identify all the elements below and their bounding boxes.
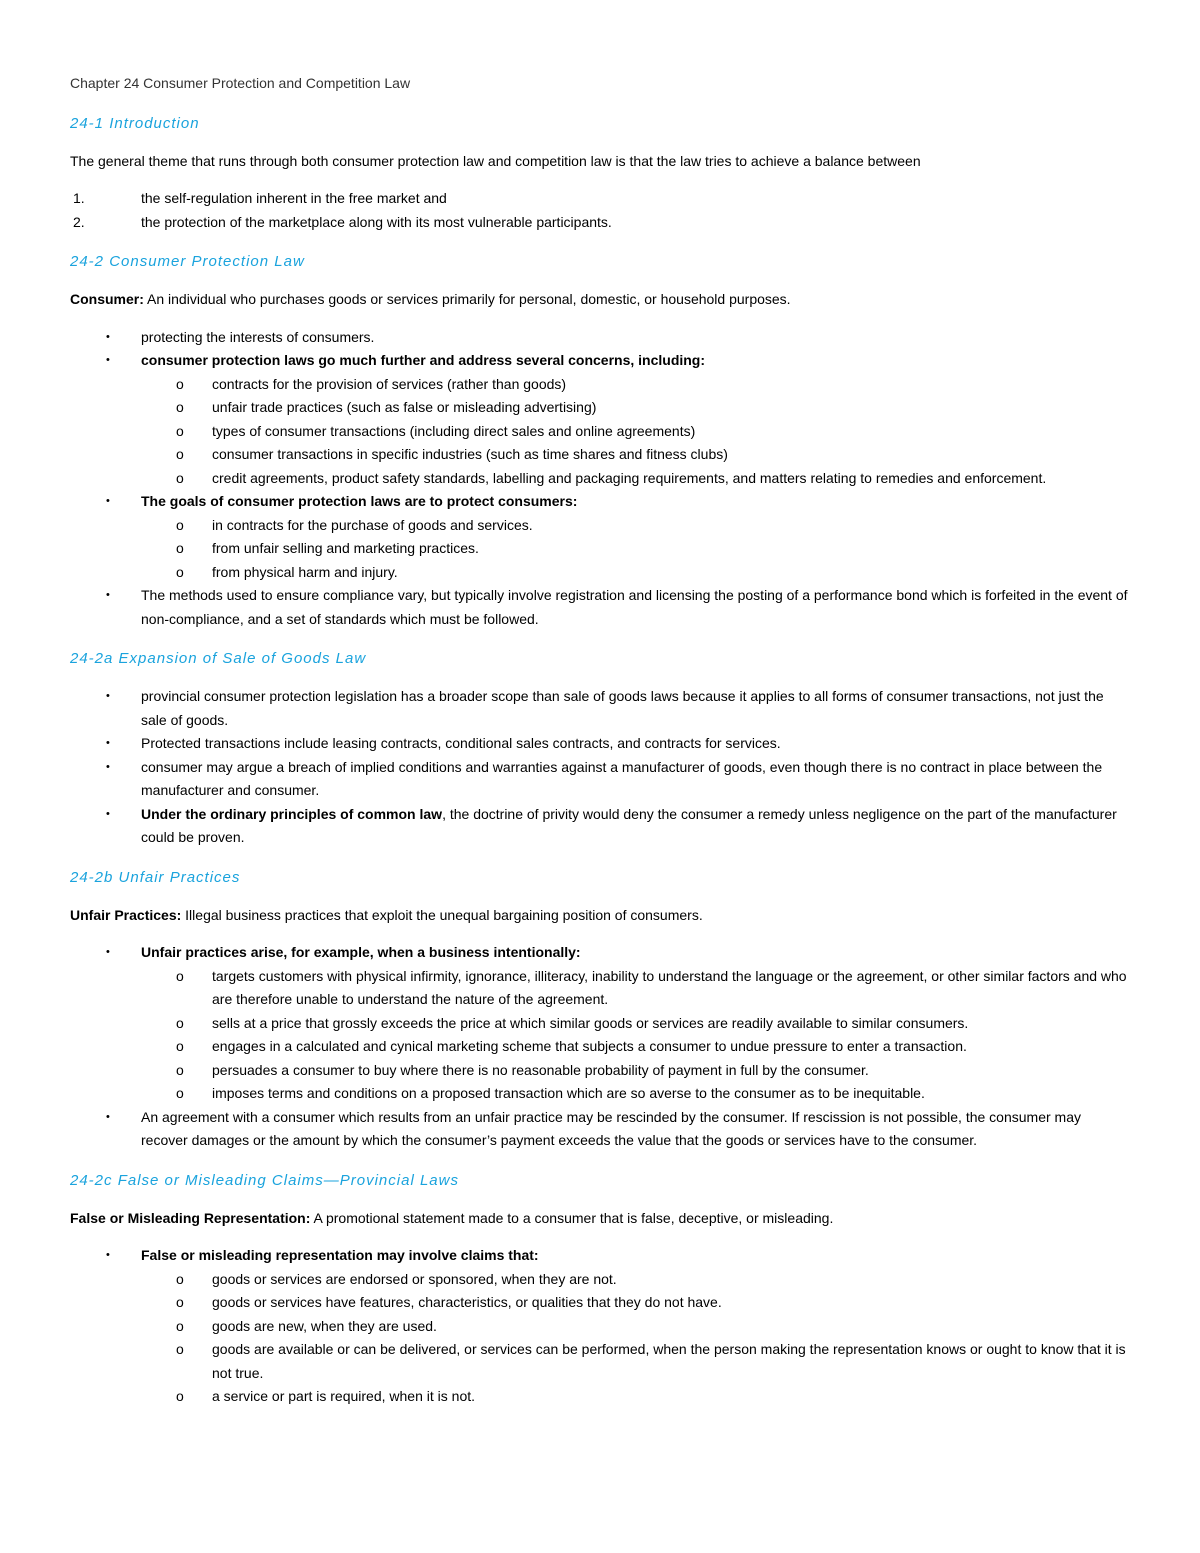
list-item [141, 965, 1130, 1012]
heading-introduction: 24-1 Introduction [70, 114, 200, 132]
false-claims-sublist [141, 1268, 1130, 1409]
concerns-sublist [141, 373, 1130, 491]
list-item [141, 373, 1130, 397]
sub-marker: o [176, 516, 184, 533]
list-item-text: the self-regulation inherent in the free market and [141, 190, 447, 206]
list-item [70, 584, 1130, 631]
definition-consumer [70, 288, 1130, 312]
sub-marker: o [176, 1014, 184, 1031]
bullet-marker: • [106, 354, 110, 366]
unfair-practices-bullets [70, 941, 1130, 1153]
list-item-text: Unfair practices arise, for example, when a business intentionally: [141, 944, 581, 960]
list-item [141, 1338, 1130, 1385]
list-item [141, 1012, 1130, 1036]
sub-marker: o [176, 1038, 184, 1054]
list-item [141, 514, 1130, 538]
list-item-text: goods or services have features, characteristics, or qualities that they do not have. [212, 1294, 722, 1310]
definition-term: Consumer: [70, 291, 144, 307]
list-item [70, 211, 1130, 235]
list-item-text: sells at a price that grossly exceeds the price at which similar goods or services are readily available to similar consumers. [212, 1014, 969, 1031]
list-item-text: from physical harm and injury. [212, 563, 398, 580]
sub-marker: o [176, 563, 184, 580]
sub-marker: o [176, 1085, 184, 1101]
bullet-marker: • [106, 330, 110, 343]
definition-term: False or Misleading Representation: [70, 1209, 311, 1226]
sub-marker: o [176, 1388, 184, 1404]
definition-text: A promotional statement made to a consumer that is false, deceptive, or misleading. [310, 1209, 834, 1226]
heading-expansion-sale-of-goods: 24-2a Expansion of Sale of Goods Law [70, 650, 367, 667]
intro-numbered-list [70, 187, 1130, 234]
sub-marker: o [176, 469, 184, 486]
list-item-text: persuades a consumer to buy where there is no reasonable probability of payment in full by the consumer. [212, 1061, 869, 1078]
intro-paragraph: The general theme that runs through both consumer protection law and competition law is that the law tries to achieve a balance between [70, 152, 921, 169]
list-item [141, 1059, 1130, 1083]
list-item [141, 1385, 1130, 1409]
bullet-marker: • [106, 807, 110, 820]
unfair-practices-sublist [141, 965, 1130, 1106]
heading-unfair-practices: 24-2b Unfair Practices [70, 868, 241, 886]
heading-consumer-protection-law: 24-2 Consumer Protection Law [70, 253, 305, 270]
consumer-protection-bullets [70, 326, 1130, 632]
list-item-text: consumer may argue a breach of implied conditions and warranties against a manufacturer of goods, even though there is no contract in place between the manufacturer and consumer. [141, 758, 1103, 798]
list-item [141, 561, 1130, 585]
list-item-text: provincial consumer protection legislation has a broader scope than sale of goods laws because it applies to all forms of consumer transactions, not just the sale of goods. [141, 688, 1104, 728]
list-item-text: The methods used to ensure compliance vary, but typically involve registration and licensing the posting of a performance bond which is forfeited in the event of non-compliance, and a set of standards which must be followed. [141, 587, 1128, 627]
list-item [70, 732, 1130, 756]
list-item-text: protecting the interests of consumers. [141, 328, 375, 345]
bullet-marker: • [106, 589, 110, 601]
list-item [70, 326, 1130, 350]
list-item-text: contracts for the provision of services (rather than goods) [212, 375, 567, 392]
list-item-text: , the doctrine of privity would deny the consumer a remedy unless negligence on the part of the manufacturer could be proven. [141, 805, 1117, 845]
list-item-text: Protected transactions include leasing contracts, conditional sales contracts, and contracts for services. [141, 735, 781, 751]
list-item-text: engages in a calculated and cynical marketing scheme that subjects a consumer to undue pressure to enter a transaction. [212, 1038, 967, 1054]
list-item [141, 1035, 1130, 1059]
bullet-marker: • [106, 1249, 110, 1261]
list-item-text: the protection of the marketplace along with its most vulnerable participants. [141, 213, 612, 230]
list-item [70, 490, 1130, 584]
list-item-text: a service or part is required, when it is not. [212, 1388, 476, 1404]
false-claims-bullets [70, 1244, 1130, 1409]
expansion-bullets [70, 685, 1130, 850]
list-item-text: unfair trade practices (such as false or misleading advertising) [212, 399, 597, 415]
list-item [141, 396, 1130, 420]
list-item-text: The goals of consumer protection laws are to protect consumers: [141, 493, 578, 509]
definition-unfair-practices [70, 904, 1130, 928]
list-item-text: credit agreements, product safety standards, labelling and packaging requirements, and matters relating to remedies and enforcement. [212, 469, 1047, 486]
bullet-marker: • [106, 690, 110, 702]
heading-false-misleading-claims: 24-2c False or Misleading Claims—Provincial Laws [70, 1171, 459, 1189]
list-item [70, 187, 1130, 211]
list-item [141, 443, 1130, 467]
list-item-text: from unfair selling and marketing practices. [212, 540, 479, 556]
sub-marker: o [176, 1270, 184, 1287]
bullet-marker: • [106, 760, 110, 773]
list-item-text: An agreement with a consumer which results from an unfair practice may be rescinded by the consumer. If rescission is not possible, the consumer may recover damages or the amount by which the consumer’s payment exceeds the value that the goods or services have to the consumer. [141, 1108, 1081, 1148]
list-item [70, 1106, 1130, 1153]
list-item [141, 1291, 1130, 1315]
document-page [70, 72, 1130, 1425]
list-item-text: goods or services are endorsed or sponsored, when they are not. [212, 1270, 617, 1287]
sub-marker: o [176, 1294, 184, 1310]
list-item [141, 537, 1130, 561]
definition-text: Illegal business practices that exploit the unequal bargaining position of consumers. [181, 906, 703, 923]
list-item [141, 420, 1130, 444]
list-item [70, 349, 1130, 490]
sub-marker: o [176, 967, 184, 984]
sub-marker: o [176, 540, 184, 556]
sub-marker: o [176, 399, 184, 415]
list-item [70, 756, 1130, 803]
sub-marker: o [176, 1061, 184, 1078]
bullet-marker: • [106, 495, 110, 507]
list-item [70, 803, 1130, 850]
list-item-text: imposes terms and conditions on a proposed transaction which are so averse to the consumer as to be inequitable. [212, 1085, 925, 1101]
list-item-text: in contracts for the purchase of goods and services. [212, 516, 533, 533]
definition-false-misleading [70, 1207, 1130, 1231]
list-item [141, 467, 1130, 491]
list-item-text: goods are new, when they are used. [212, 1317, 437, 1334]
sub-marker: o [176, 422, 184, 439]
sub-marker: o [176, 446, 184, 462]
list-item-text: targets customers with physical infirmity, ignorance, illiteracy, inability to understand the language or the agreement, or other similar factors and who are therefore unable to understand the nature of the agreement. [212, 967, 1127, 1007]
list-item-text: consumer protection laws go much further and address several concerns, including: [141, 352, 706, 368]
list-number: 1. [73, 190, 85, 206]
list-item [141, 1268, 1130, 1292]
bullet-marker: • [106, 1110, 110, 1123]
sub-marker: o [176, 375, 184, 392]
list-item-bold-text: Under the ordinary principles of common law [141, 805, 443, 822]
goals-sublist [141, 514, 1130, 585]
list-item [70, 685, 1130, 732]
list-item [141, 1315, 1130, 1339]
document-title: Chapter 24 Consumer Protection and Competition Law [70, 75, 411, 91]
list-item-text: goods are available or can be delivered, or services can be performed, when the person making the representation knows or ought to know that it is not true. [212, 1341, 1126, 1381]
list-item [141, 1082, 1130, 1106]
sub-marker: o [176, 1317, 184, 1334]
list-item-text: consumer transactions in specific industries (such as time shares and fitness clubs) [212, 446, 728, 462]
list-item [70, 1244, 1130, 1409]
list-item-text: types of consumer transactions (including direct sales and online agreements) [212, 422, 696, 439]
bullet-marker: • [106, 737, 110, 749]
list-number: 2. [73, 213, 85, 230]
bullet-marker: • [106, 946, 110, 958]
definition-text: An individual who purchases goods or services primarily for personal, domestic, or household purposes. [143, 291, 791, 307]
sub-marker: o [176, 1341, 184, 1357]
list-item [70, 941, 1130, 1106]
definition-term: Unfair Practices: [70, 906, 182, 923]
list-item-text: False or misleading representation may involve claims that: [141, 1247, 539, 1263]
